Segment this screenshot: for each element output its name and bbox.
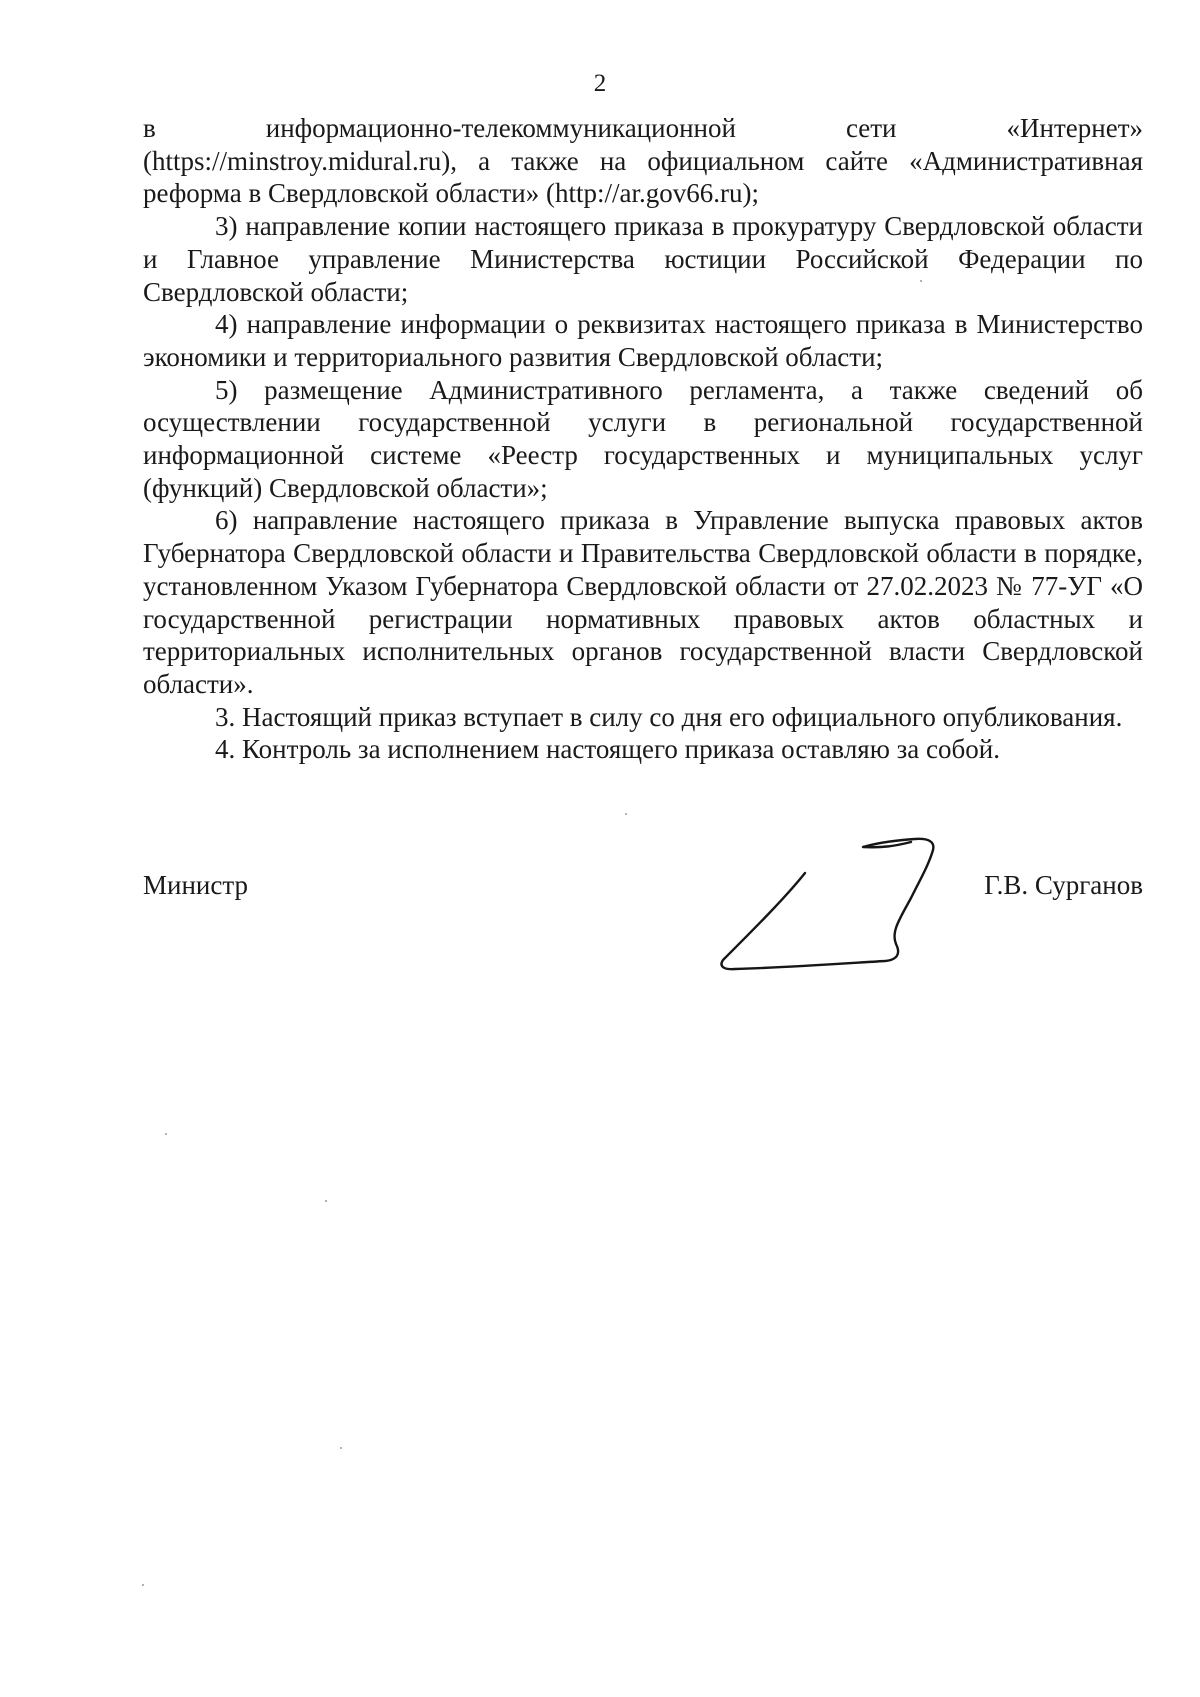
handwritten-signature <box>715 828 955 978</box>
paragraph-continuation: в информационно-телекоммуникационной сети «Интернет» (https://minstroy.midural.ru), а также на официальном сайте «Административная реформа в Свердловской области» (http://ar.gov66.ru); <box>143 113 1143 209</box>
paragraph-item-3: 3) направление копии настоящего приказа в прокуратуру Свердловской области и Главное управление Министерства юстиции Российской Федерации по Свердловской области; <box>143 211 1143 307</box>
paragraph-clause-4: 4. Контроль за исполнением настоящего приказа оставляю за собой. <box>215 734 1000 765</box>
scan-speck <box>625 813 627 815</box>
signer-position: Министр <box>143 870 248 900</box>
document-body <box>143 112 1143 766</box>
paragraph-clause-3: 3. Настоящий приказ вступает в силу со дня его официального опубликования. <box>215 701 1123 732</box>
signer-name: Г.В. Сурганов <box>984 870 1143 900</box>
scan-speck <box>920 280 922 282</box>
scan-speck <box>165 1133 167 1135</box>
paragraph-item-4: 4) направление информации о реквизитах настоящего приказа в Министерство экономики и территориального развития Свердловской области; <box>143 309 1143 372</box>
paragraph-item-6: 6) направление настоящего приказа в Управление выпуска правовых актов Губернатора Свердловской области и Правительства Свердловской области в порядке, установленном Указом Губернатора Свердловской области от 27.02.2023 № 77-УГ «О государственной регистрации нормативных правовых актов областных и территориальных исполнительных органов государственной власти Свердловской области». <box>143 505 1143 699</box>
scan-speck <box>142 1584 144 1586</box>
paragraph-item-5: 5) размещение Административного регламента, а также сведений об осуществлении государственной услуги в региональной государственной информационной системе «Реестр государственных и муниципальных услуг (функций) Свердловской области»; <box>143 374 1143 503</box>
scan-speck <box>340 1447 342 1449</box>
scan-speck <box>325 1200 327 1202</box>
page-number: 2 <box>593 70 607 97</box>
